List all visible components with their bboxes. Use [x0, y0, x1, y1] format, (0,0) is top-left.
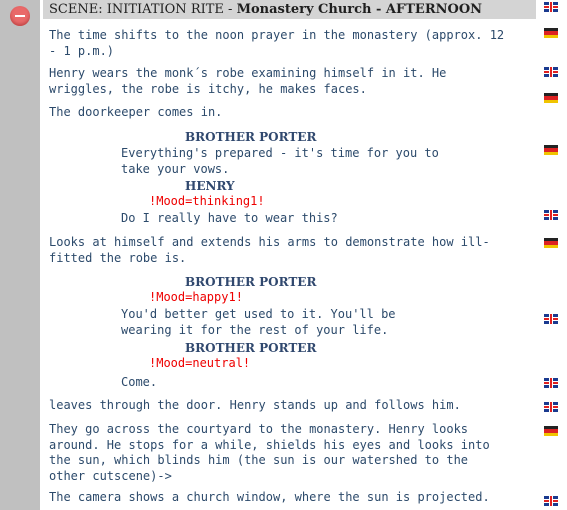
character-name[interactable]: BROTHER PORTER [185, 275, 317, 289]
uk-flag-icon[interactable] [544, 210, 558, 220]
dialogue-line[interactable]: Everything's prepared - it's time for you to take your vows. [121, 146, 439, 176]
scene-heading-prefix: SCENE: INITIATION RITE - [49, 2, 237, 17]
german-flag-icon[interactable] [544, 93, 558, 103]
uk-flag-icon[interactable] [544, 314, 558, 324]
action-line[interactable]: Looks at himself and extends his arms to demonstrate how ill- fitted the robe is. [49, 235, 490, 265]
uk-flag-icon[interactable] [544, 67, 558, 77]
mood-tag[interactable]: !Mood=happy1! [149, 290, 243, 304]
uk-flag-icon[interactable] [544, 496, 558, 506]
dialogue-line[interactable]: Come. [121, 375, 158, 389]
script-content [43, 0, 540, 510]
dialogue-line[interactable]: You'd better get used to it. You'll be wearing it for the rest of your life. [121, 307, 396, 337]
action-line[interactable]: The time shifts to the noon prayer in the monastery (approx. 12 - 1 p.m.) [49, 28, 505, 58]
scene-heading-location: Monastery Church - AFTERNOON [236, 2, 483, 17]
language-flags-column [540, 0, 567, 510]
character-name[interactable]: BROTHER PORTER [185, 341, 317, 355]
uk-flag-icon[interactable] [544, 378, 558, 388]
german-flag-icon[interactable] [544, 28, 558, 38]
mood-tag[interactable]: !Mood=neutral! [149, 356, 251, 370]
action-line[interactable]: Henry wears the monk´s robe examining himself in it. He wriggles, the robe is itchy, he makes faces. [49, 66, 447, 96]
action-line[interactable]: They go across the courtyard to the monastery. Henry looks around. He stops for a while, shields his eyes and looks into the sun, which blinds him (the sun is our watershed to the other cutscene)-> [49, 422, 490, 483]
left-gutter [0, 0, 40, 510]
german-flag-icon[interactable] [544, 238, 558, 248]
mood-tag[interactable]: !Mood=thinking1! [149, 194, 265, 208]
remove-scene-button[interactable] [10, 6, 30, 26]
uk-flag-icon[interactable] [544, 402, 558, 412]
german-flag-icon[interactable] [544, 145, 558, 155]
action-line[interactable]: The doorkeeper comes in. [49, 105, 223, 119]
german-flag-icon[interactable] [544, 426, 558, 436]
dialogue-line[interactable]: Do I really have to wear this? [121, 211, 338, 225]
character-name[interactable]: BROTHER PORTER [185, 130, 317, 144]
uk-flag-icon[interactable] [544, 2, 558, 12]
character-name[interactable]: HENRY [185, 179, 235, 193]
action-line[interactable]: leaves through the door. Henry stands up and follows him. [49, 398, 461, 412]
scene-heading [43, 0, 536, 19]
action-line[interactable]: The camera shows a church window, where the sun is projected. [49, 490, 490, 504]
